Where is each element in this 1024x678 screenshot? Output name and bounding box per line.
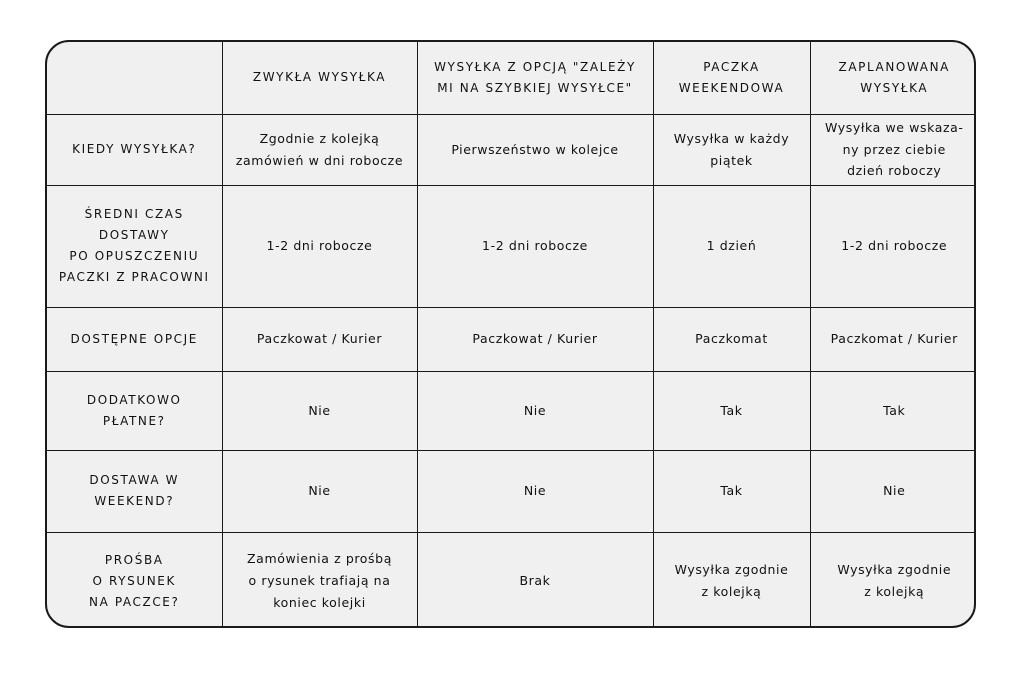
- table-cell: 1 dzień: [653, 185, 810, 307]
- table-cell: Tak: [653, 450, 810, 532]
- table-cell: Brak: [417, 532, 653, 628]
- table-cell: Wysyłka zgodnie z kolejką: [810, 532, 976, 628]
- table-cell: Nie: [417, 450, 653, 532]
- table-cell: Pierwszeństwo w kolejce: [417, 114, 653, 185]
- header-fast-shipping: WYSYŁKA Z OPCJĄ "ZALEŻY MI NA SZYBKIEJ WYSYŁCE": [417, 42, 653, 114]
- table-row: [47, 114, 976, 185]
- table-row: [47, 450, 976, 532]
- row-label-average-delivery-time: ŚREDNI CZAS DOSTAWY PO OPUSZCZENIU PACZKI Z PRACOWNI: [47, 185, 222, 307]
- table-row: [47, 371, 976, 450]
- table-cell: Zamówienia z prośbą o rysunek trafiają na koniec kolejki: [222, 532, 417, 628]
- row-label-drawing-request: PROŚBA O RYSUNEK NA PACZCE?: [47, 532, 222, 628]
- table-cell: Nie: [222, 371, 417, 450]
- table-cell: Paczkomat: [653, 307, 810, 371]
- table-cell: 1-2 dni robocze: [222, 185, 417, 307]
- row-label-weekend-delivery: DOSTAWA W WEEKEND?: [47, 450, 222, 532]
- header-weekend-package: PACZKA WEEKENDOWA: [653, 42, 810, 114]
- table-row: [47, 532, 976, 628]
- table-cell: Paczkowat / Kurier: [417, 307, 653, 371]
- shipping-options-table-card: [45, 40, 976, 628]
- table-cell: Nie: [810, 450, 976, 532]
- shipping-options-table: [47, 42, 976, 628]
- row-label-extra-paid: DODATKOWO PŁATNE?: [47, 371, 222, 450]
- row-label-when-shipping: KIEDY WYSYŁKA?: [47, 114, 222, 185]
- table-cell: Nie: [417, 371, 653, 450]
- header-standard-shipping: ZWYKŁA WYSYŁKA: [222, 42, 417, 114]
- table-cell: Paczkowat / Kurier: [222, 307, 417, 371]
- table-cell: Paczkomat / Kurier: [810, 307, 976, 371]
- table-row: [47, 307, 976, 371]
- table-row: [47, 185, 976, 307]
- row-label-available-options: DOSTĘPNE OPCJE: [47, 307, 222, 371]
- table-cell: Wysyłka w każdy piątek: [653, 114, 810, 185]
- header-corner-cell: [47, 42, 222, 114]
- header-scheduled-shipping: ZAPLANOWANA WYSYŁKA: [810, 42, 976, 114]
- table-cell: Zgodnie z kolejką zamówień w dni robocze: [222, 114, 417, 185]
- table-cell: 1-2 dni robocze: [417, 185, 653, 307]
- table-cell: Tak: [653, 371, 810, 450]
- table-cell: Wysyłka zgodnie z kolejką: [653, 532, 810, 628]
- table-cell: Nie: [222, 450, 417, 532]
- table-header-row: [47, 42, 976, 114]
- table-cell: Wysyłka we wskaza- ny przez ciebie dzień roboczy: [810, 114, 976, 185]
- table-cell: 1-2 dni robocze: [810, 185, 976, 307]
- table-cell: Tak: [810, 371, 976, 450]
